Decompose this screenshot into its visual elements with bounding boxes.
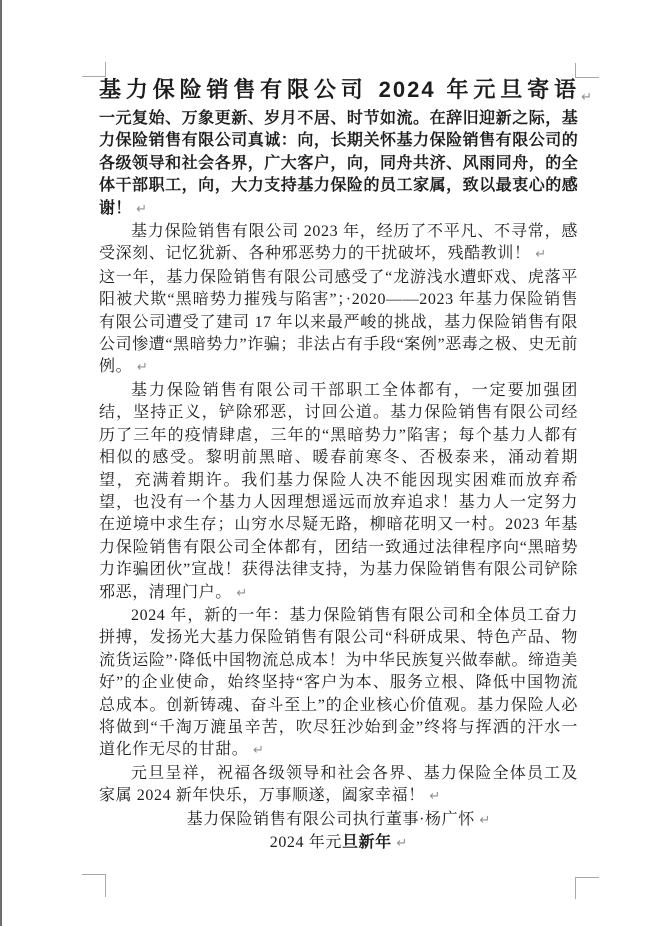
paragraph-text: 元旦呈祥，祝福各级领导和社会各界、基力保险全体员工及家属 2024 新年快乐，万事顺遂，阖家幸福！ <box>99 764 578 805</box>
paragraph-mark-icon: ↵ <box>396 836 408 851</box>
paragraph-mark-icon: ↵ <box>136 360 148 376</box>
crop-mark-bottom-right-icon <box>575 877 599 899</box>
document-title-text: 基力保险销售有限公司 2024 年元旦寄语 <box>99 77 578 102</box>
paragraph-text: 一元复始、万象更新、岁月不居、时节如流。在辞旧迎新之际，基力保险销售有限公司真诚：向，长期关怀基力保险销售有限公司的各级领导和社会各界，广大客户，向，同舟共济、风雨同舟，的全体干部职工，向，大力支持基力保险的员工家属，致以最衷心的感谢！ <box>99 110 578 217</box>
date-text-regular: 2024 年元 <box>269 834 342 851</box>
date-text-bold: 旦新年 <box>341 834 392 851</box>
body-paragraph-1 <box>99 221 578 267</box>
signature-line <box>99 809 578 832</box>
paragraph-mark-icon: ↵ <box>429 789 441 805</box>
page-edge <box>0 0 2 926</box>
paragraph-mark-icon: ↵ <box>479 812 491 828</box>
body-paragraph-5 <box>99 763 578 809</box>
paragraph-mark-icon: ↵ <box>581 90 592 105</box>
signature-text: 基力保险销售有限公司执行董事·杨广怀 <box>186 810 475 828</box>
date-line <box>99 832 578 855</box>
crop-mark-bottom-left-icon <box>82 874 106 897</box>
opening-paragraph <box>99 108 578 221</box>
paragraph-mark-icon: ↵ <box>136 201 147 217</box>
body-paragraph-3 <box>99 380 578 605</box>
paragraph-mark-icon: ↵ <box>535 247 547 263</box>
document-content <box>99 75 592 855</box>
paragraph-text: 2024 年，新的一年：基力保险销售有限公司和全体员工奋力拼搏，发扬光大基力保险销售有限公司“科研成果、特色产品、物流货运险”·降低中国物流总成本！为中华民族复兴做奉献。缔造美好”的企业使命，始终坚持“客户为本、服务立根、降低中国物流总成本。创新铸魂、奋斗至上”的企业核心价值观。基力保险人必将做到“千淘万漉虽辛苦，吹尽狂沙始到金”终将与挥洒的汗水一道化作无尽的甘甜。 <box>99 606 578 759</box>
document-title <box>99 75 592 105</box>
body-paragraph-2 <box>99 267 578 380</box>
crop-mark-top-right-icon <box>575 63 599 78</box>
paragraph-mark-icon: ↵ <box>236 585 248 601</box>
paragraph-text: 基力保险销售有限公司 2023 年，经历了不平凡、不寻常，感受深刻、记忆犹新、各种邪恶势力的干扰破坏，残酷教训！ <box>99 223 578 263</box>
paragraph-text: 基力保险销售有限公司干部职工全体都有，一定要加强团结，坚持正义，铲除邪恶，讨回公道。基力保险销售有限公司经历了三年的疫情肆虐，三年的“黑暗势力”陷害；每个基力人都有相似的感受。黎明前黑暗、暖春前寒冬、否极泰来，涌动着期望，充满着期许。我们基力保险人决不能因现实困难而放弃希望，也没有一个基力人因理想遥远而放弃追求！基力人一定努力在逆境中求生存；山穷水尽疑无路，柳暗花明又一村。2023 年基力保险销售有限公司全体都有，团结一致通过法律程序向“黑暗势力诈骗团伙”宣战！获得法律支持，为基力保险销售有限公司铲除邪恶，清理门户。 <box>99 381 578 601</box>
body-paragraph-4 <box>99 605 578 763</box>
paragraph-text: 这一年，基力保险销售有限公司感受了“龙游浅水遭虾戏、虎落平阳被犬欺“黑暗势力摧残与陷害”；·2020——2023 年基力保险销售有限公司遭受了建司 17 年以来最严峻的挑战，基力保险销售有限公司惨遭“黑暗势力”诈骗；非法占有手段“案例”恶毒之极、史无前例。 <box>99 268 579 376</box>
paragraph-mark-icon: ↵ <box>253 743 264 759</box>
